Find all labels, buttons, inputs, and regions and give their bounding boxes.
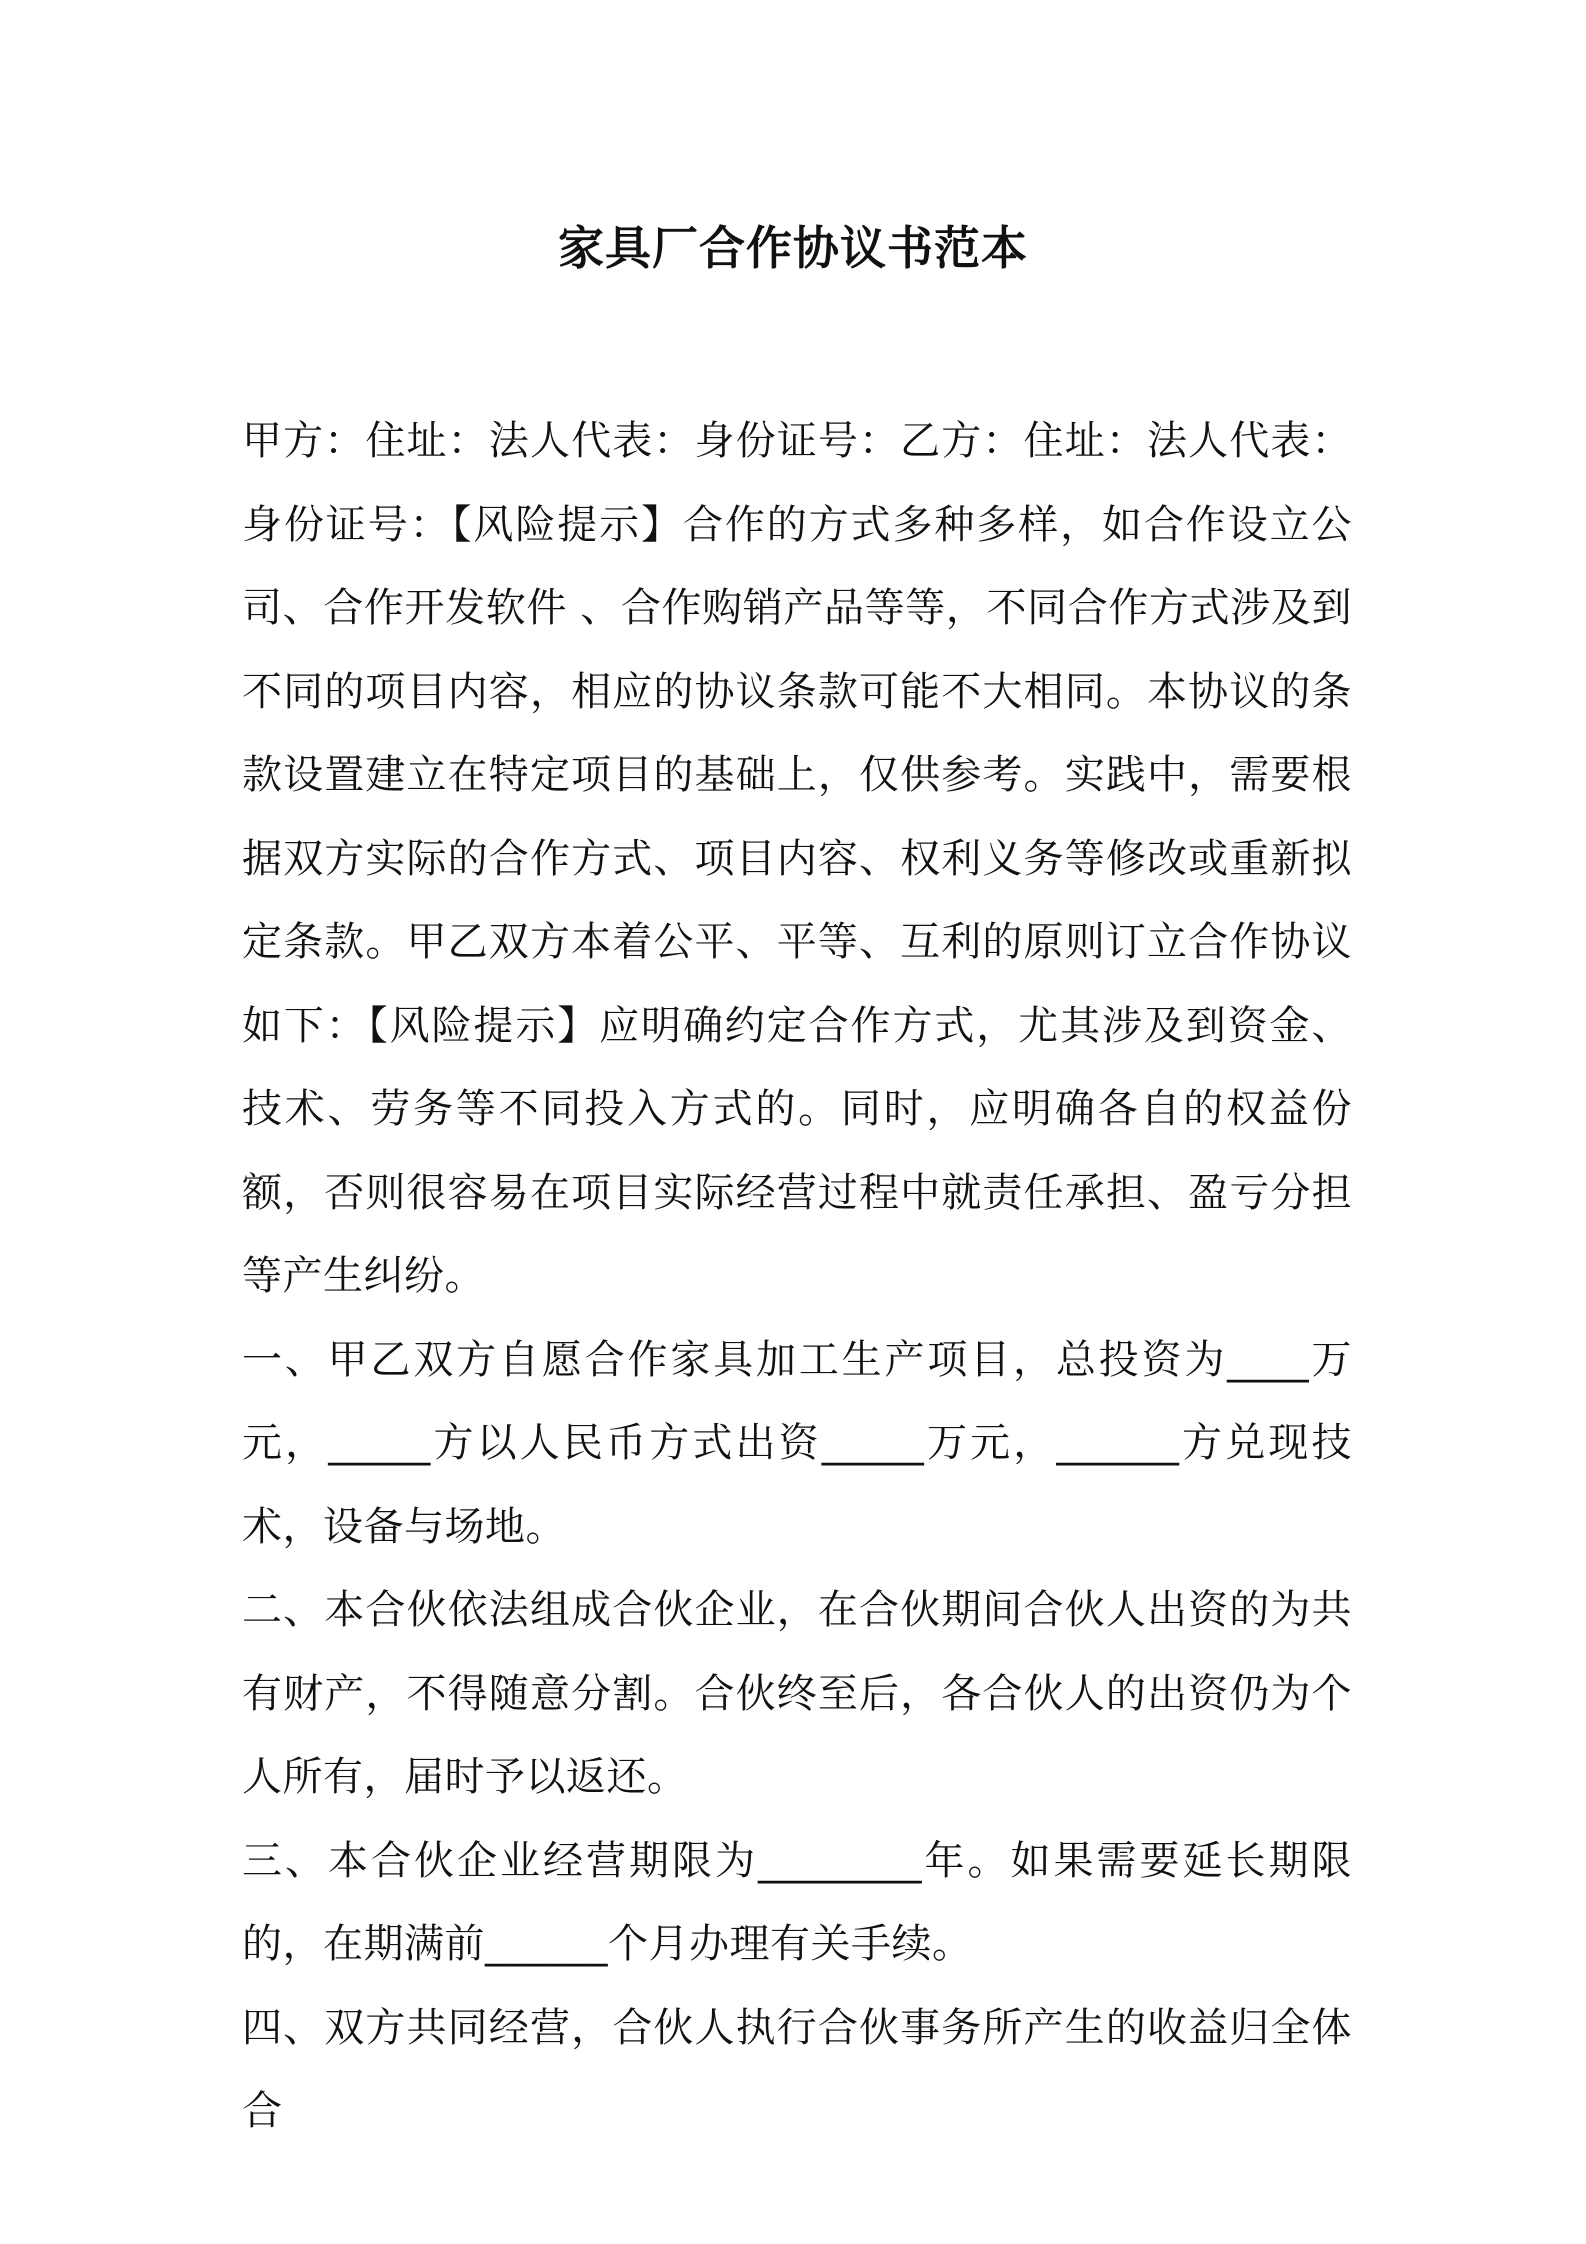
clause-2: 二、本合伙依法组成合伙企业，在合伙期间合伙人出资的为共有财产，不得随意分割。合伙终至后，各合伙人的出资仍为个人所有，届时予以返还。 [242, 1587, 1352, 1800]
clause-1: 一、甲乙双方自愿合作家具加工生产项目，总投资为____万元，_____方以人民币方式出资_____万元，______方兑现技术，设备与场地。 [242, 1336, 1352, 1550]
document-body [242, 400, 1352, 2154]
clause-4: 四、双方共同经营，合伙人执行合伙事务所产生的收益归全体合 [242, 2004, 1352, 2134]
clause-3: 三、本合伙企业经营期限为________年。如果需要延长期限的，在期满前______个月办理有关手续。 [242, 1837, 1352, 1967]
paragraph-preamble: 甲方：住址：法人代表：身份证号：乙方：住址：法人代表：身份证号：【风险提示】合作的方式多种多样，如合作设立公司、合作开发软件 、合作购销产品等等，不同合作方式涉及到不同的项目内容，相应的协议条款可能不大相同。本协议的条款设置建立在特定项目的基础上，仅供参考。实践中，需要根据双方实际的合作方式、项目内容、权利义务等修改或重新拟定条款。甲乙双方本着公平、平等、互利的原则订立合作协议如下：【风险提示】应明确约定合作方式，尤其涉及到资金、技术、劳务等不同投入方式的。同时，应明确各自的权益份额，否则很容易在项目实际经营过程中就责任承担、盈亏分担等产生纠纷。 [242, 418, 1352, 1299]
document-title: 家具厂合作协议书范本 [558, 221, 1028, 275]
